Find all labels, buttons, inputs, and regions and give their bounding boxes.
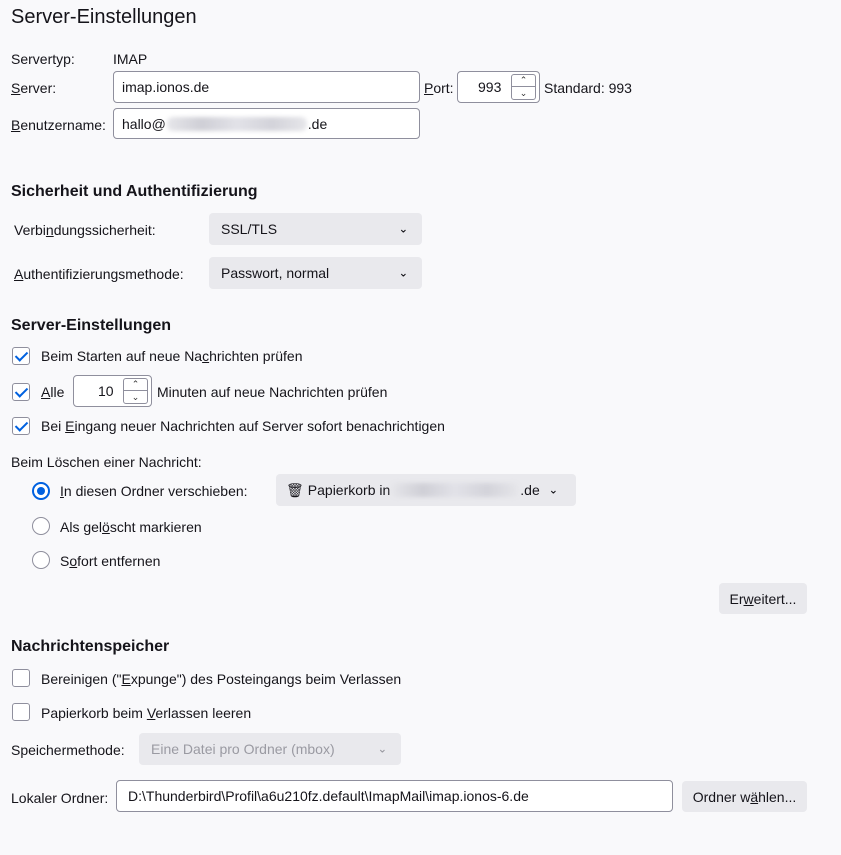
check-every-suffix: Minuten auf neue Nachrichten prüfen: [157, 384, 388, 400]
server-type-label: Servertyp:: [11, 51, 75, 67]
port-stepper[interactable]: [511, 74, 536, 100]
remove-immediately-label: Sofort entfernen: [60, 553, 161, 569]
move-to-folder-radio[interactable]: [32, 482, 50, 500]
security-heading: Sicherheit und Authentifizierung: [11, 183, 258, 200]
stepper-up-icon[interactable]: ⌃: [512, 75, 535, 87]
local-folder-input[interactable]: D:\Thunderbird\Profil\a6u210fz.default\ImapMail\imap.ionos-6.de: [116, 780, 673, 812]
expunge-label: Bereinigen ("Expunge") des Posteingangs beim Verlassen: [41, 671, 402, 687]
connection-security-select[interactable]: SSL/TLS ⌄: [209, 213, 422, 245]
trash-icon: 🗑: [286, 481, 304, 498]
checkmark-icon: [14, 384, 27, 397]
page-title: Server-Einstellungen: [11, 6, 197, 28]
checkmark-icon: [14, 418, 27, 431]
auth-method-label: Authentifizierungsmethode:: [14, 266, 184, 282]
radio-dot: [37, 487, 45, 495]
trash-folder-select[interactable]: 🗑 Papierkorb in .de ⌄: [276, 474, 576, 506]
empty-trash-checkbox[interactable]: [12, 703, 30, 721]
stepper-down-icon[interactable]: ⌄: [131, 391, 140, 402]
storage-method-label: Speichermethode:: [11, 742, 125, 758]
move-to-folder-label: In diesen Ordner verschieben:: [60, 483, 248, 499]
check-on-start-checkbox[interactable]: [12, 347, 30, 365]
stepper-up-icon[interactable]: ⌃: [124, 379, 147, 391]
port-default: Standard: 993: [544, 80, 632, 96]
notify-label: Bei Eingang neuer Nachrichten auf Server sofort benachrichtigen: [41, 418, 445, 434]
check-every-label: Alle: [41, 384, 65, 400]
port-label: Port:: [424, 80, 454, 96]
checkmark-icon: [14, 348, 27, 361]
server-label: Server:: [11, 80, 57, 96]
local-folder-label: Lokaler Ordner:: [11, 790, 109, 806]
choose-folder-button[interactable]: Ordner w ä hlen...: [682, 781, 807, 812]
remove-immediately-radio[interactable]: [32, 551, 50, 569]
storage-method-select[interactable]: Eine Datei pro Ordner (mbox) ⌄: [139, 733, 401, 765]
delete-label: Beim Löschen einer Nachricht:: [11, 454, 202, 470]
username-label: Benutzername:: [11, 117, 106, 133]
redacted-text: [167, 117, 307, 131]
mark-deleted-radio[interactable]: [32, 517, 50, 535]
server-type-value: IMAP: [113, 51, 148, 67]
connection-security-label: Verbindungssicherheit:: [14, 222, 156, 238]
storage-heading: Nachrichtenspeicher: [11, 638, 170, 655]
port-input[interactable]: 993: [457, 71, 540, 103]
stepper-down-icon[interactable]: ⌄: [519, 87, 528, 98]
mark-deleted-label: Als gelöscht markieren: [60, 519, 202, 535]
check-on-start-label: Beim Starten auf neue Nachrichten prüfen: [41, 348, 303, 364]
auth-method-select[interactable]: Passwort, normal ⌄: [209, 257, 422, 289]
check-every-checkbox[interactable]: [12, 383, 30, 401]
chevron-down-icon: ⌄: [398, 267, 408, 280]
username-input[interactable]: hallo@ .de: [113, 108, 420, 139]
server-input[interactable]: imap.ionos.de: [113, 71, 420, 103]
empty-trash-label: Papierkorb beim Verlassen leeren: [41, 705, 252, 721]
server-settings-heading: Server-Einstellungen: [11, 317, 172, 334]
advanced-button[interactable]: Er w eitert...: [719, 583, 807, 614]
chevron-down-icon: ⌄: [548, 484, 558, 497]
chevron-down-icon: ⌄: [398, 223, 408, 236]
expunge-checkbox[interactable]: [12, 669, 30, 687]
chevron-down-icon: ⌄: [377, 743, 387, 756]
minutes-stepper[interactable]: [123, 378, 148, 404]
notify-checkbox[interactable]: [12, 417, 30, 435]
minutes-input[interactable]: 10: [73, 375, 152, 407]
redacted-text: [391, 483, 519, 497]
